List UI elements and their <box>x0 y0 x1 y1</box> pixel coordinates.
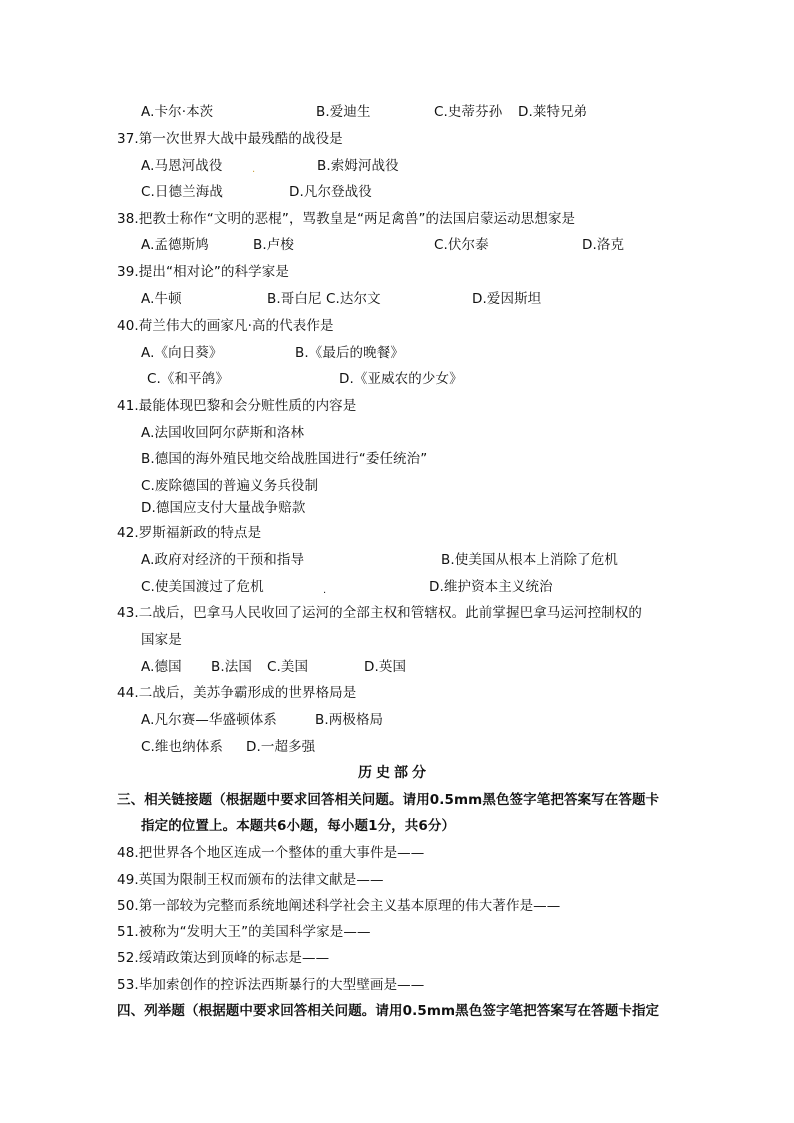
q40-option-d: D.《亚威农的少女》 <box>339 371 463 387</box>
q43-option-d: D.英国 <box>364 659 407 675</box>
q37-option-a: A.马恩河战役 <box>141 158 223 174</box>
q42-option-b: B.使美国从根本上消除了危机 <box>441 552 618 568</box>
q38-option-b: B.卢梭 <box>253 237 294 253</box>
q37-option-b: B.索姆河战役 <box>317 158 399 174</box>
q39-option-b: B.哥白尼 <box>267 291 322 307</box>
q42-option-c: C.使美国渡过了危机 <box>141 579 264 595</box>
q38-stem-text: 38.把教士称作“文明的恶棍”，骂教皇是“两足禽兽”的法国启蒙运动思想家是 <box>117 211 576 227</box>
q43-option-a: A.德国 <box>141 659 182 675</box>
q41-option-b: B.德国的海外殖民地交给战胜国进行“委任统治” <box>141 451 428 467</box>
q50-text: 50.第一部较为完整而系统地阐述科学社会主义基本原理的伟大著作是—— <box>117 898 561 914</box>
q36-option-d: D.莱特兄弟 <box>518 104 588 120</box>
q42-stray-mark: . <box>323 585 327 596</box>
q49-text: 49.英国为限制王权而颁布的法律文献是—— <box>117 872 384 888</box>
q37-stem-text: 37.第一次世界大战中最残酷的战役是 <box>117 131 343 147</box>
q43-option-b: B.法国 <box>211 659 252 675</box>
q41-option-d: D.德国应支付大量战争赔款 <box>141 500 306 516</box>
q44-option-b: B.两极格局 <box>315 712 384 728</box>
q39-stem-text: 39.提出“相对论”的科学家是 <box>117 264 289 280</box>
q37-stray-mark: . <box>252 164 256 175</box>
q41-option-c: C.废除德国的普遍义务兵役制 <box>141 478 319 494</box>
q44-option-d: D.一超多强 <box>246 739 316 755</box>
q53-text: 53.毕加索创作的控诉法西斯暴行的大型壁画是—— <box>117 977 425 993</box>
q42-option-d: D.维护资本主义统治 <box>429 579 553 595</box>
q38-option-d: D.洛克 <box>582 237 625 253</box>
section-title: 历史部分 <box>358 765 430 781</box>
q39-option-d: D.爱因斯坦 <box>472 291 542 307</box>
q40-option-a: A.《向日葵》 <box>141 345 223 361</box>
q43-stem-text-2: 国家是 <box>141 632 182 648</box>
q41-option-a: A.法国收回阿尔萨斯和洛林 <box>141 425 305 441</box>
part4-header-text-1: 四、列举题（根据题中要求回答相关问题。请用0.5mm黑色签字笔把答案写在答题卡指定 <box>117 1003 660 1019</box>
q40-option-c: C.《和平鸽》 <box>147 371 229 387</box>
q44-option-a: A.凡尔赛—华盛顿体系 <box>141 712 277 728</box>
q37-option-d: D.凡尔登战役 <box>289 184 372 200</box>
q38-option-c: C.伏尔泰 <box>434 237 489 253</box>
q42-stem-text: 42.罗斯福新政的特点是 <box>117 525 262 541</box>
q44-stem-text: 44.二战后，美苏争霸形成的世界格局是 <box>117 685 357 701</box>
q40-stem-text: 40.荷兰伟大的画家凡·高的代表作是 <box>117 318 334 334</box>
q44-option-c: C.维也纳体系 <box>141 739 223 755</box>
q42-option-a: A.政府对经济的干预和指导 <box>141 552 305 568</box>
q48-text: 48.把世界各个地区连成一个整体的重大事件是—— <box>117 845 425 861</box>
q40-option-b: B.《最后的晚餐》 <box>295 345 404 361</box>
q52-text: 52.绥靖政策达到顶峰的标志是—— <box>117 950 330 966</box>
q36-option-b: B.爱迪生 <box>316 104 371 120</box>
part3-header-text-2: 指定的位置上。本题共6小题，每小题1分，共6分） <box>141 818 456 834</box>
q43-option-c: C.美国 <box>267 659 309 675</box>
q43-stem-text-1: 43.二战后，巴拿马人民收回了运河的全部主权和管辖权。此前掌握巴拿马运河控制权的 <box>117 605 642 621</box>
q41-stem-text: 41.最能体现巴黎和会分赃性质的内容是 <box>117 398 357 414</box>
q38-option-a: A.孟德斯鸠 <box>141 237 209 253</box>
q37-option-c: C.日德兰海战 <box>141 184 223 200</box>
q39-option-c: C.达尔文 <box>326 291 381 307</box>
q36-option-c: C.史蒂芬孙 <box>434 104 503 120</box>
q51-text: 51.被称为“发明大王”的美国科学家是—— <box>117 924 371 940</box>
part3-header-text-1: 三、相关链接题（根据题中要求回答相关问题。请用0.5mm黑色签字笔把答案写在答题卡 <box>117 792 660 808</box>
q36-option-a: A.卡尔·本茨 <box>141 104 214 120</box>
q39-option-a: A.牛顿 <box>141 291 182 307</box>
